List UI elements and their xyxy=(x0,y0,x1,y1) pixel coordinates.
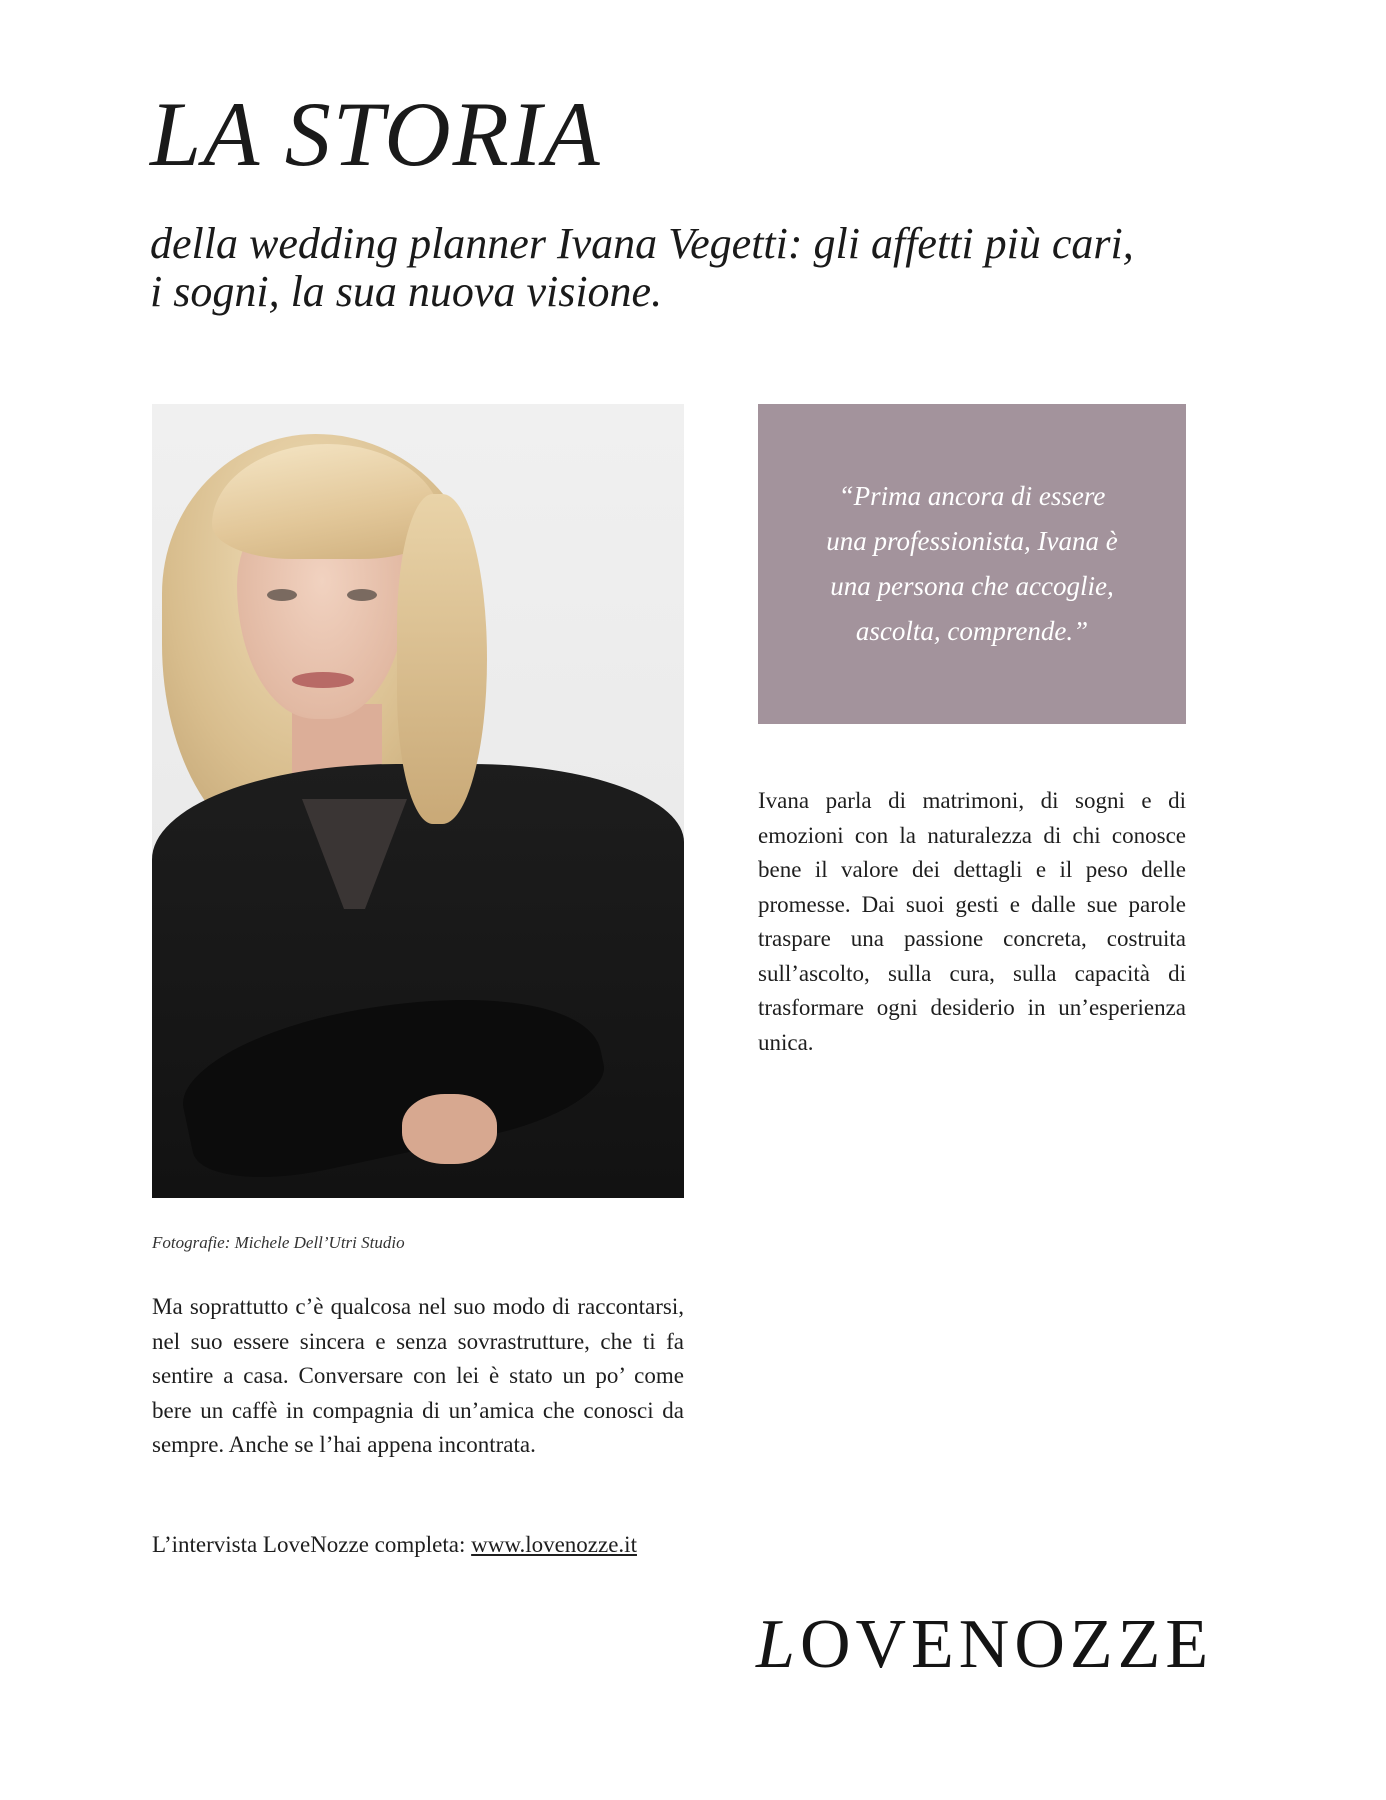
hand xyxy=(402,1094,497,1164)
left-eye xyxy=(267,589,297,601)
subtitle-line-1: della wedding planner Ivana Vegetti: gli affetti più cari, xyxy=(150,219,1134,268)
lovenozze-logo xyxy=(756,1606,1214,1683)
quote-line-3: una persona che accoglie, xyxy=(830,571,1114,601)
right-eye xyxy=(347,589,377,601)
pull-quote xyxy=(807,474,1137,654)
logo-initial: L xyxy=(756,1606,800,1683)
portrait-photo xyxy=(152,404,684,1198)
lips xyxy=(292,672,354,688)
interview-link-prefix: L’intervista LoveNozze completa: xyxy=(152,1532,472,1557)
quote-line-1: “Prima ancora di essere xyxy=(838,481,1106,511)
pull-quote-box xyxy=(758,404,1186,724)
article-paragraph-left: Ma soprattutto c’è qualcosa nel suo modo di raccontarsi, nel suo essere sincera e senza sovrastrutture, che ti fa sentire a casa. Conversare con lei è stato un po’ come bere un caffè in compagnia di un’amica che conosci da sempre. Anche se l’hai appena incontrata. xyxy=(152,1294,684,1457)
logo-text: OVENOZZE xyxy=(799,1606,1214,1683)
quote-line-2: una professionista, Ivana è xyxy=(826,526,1118,556)
page-title: LA STORIA xyxy=(150,83,602,185)
photo-credit: Fotografie: Michele Dell’Utri Studio xyxy=(152,1233,405,1252)
quote-line-4: ascolta, comprende.” xyxy=(855,616,1089,646)
article-paragraph-right: Ivana parla di matrimoni, di sogni e di emozioni con la naturalezza di chi conosce bene il valore dei dettagli e il peso delle promesse. Dai suoi gesti e dalle sue parole traspare una passione concreta, costruita sull’ascolto, sulla cura, sulla capacità di trasformare ogni desiderio in un’esperienza unica. xyxy=(758,788,1186,1055)
interview-link-line xyxy=(152,1532,637,1558)
lovenozze-website-link[interactable]: www.lovenozze.it xyxy=(471,1532,637,1557)
subtitle-line-2: i sogni, la sua nuova visione. xyxy=(150,267,663,316)
page-subtitle xyxy=(150,220,1170,316)
hair-side xyxy=(397,494,487,824)
